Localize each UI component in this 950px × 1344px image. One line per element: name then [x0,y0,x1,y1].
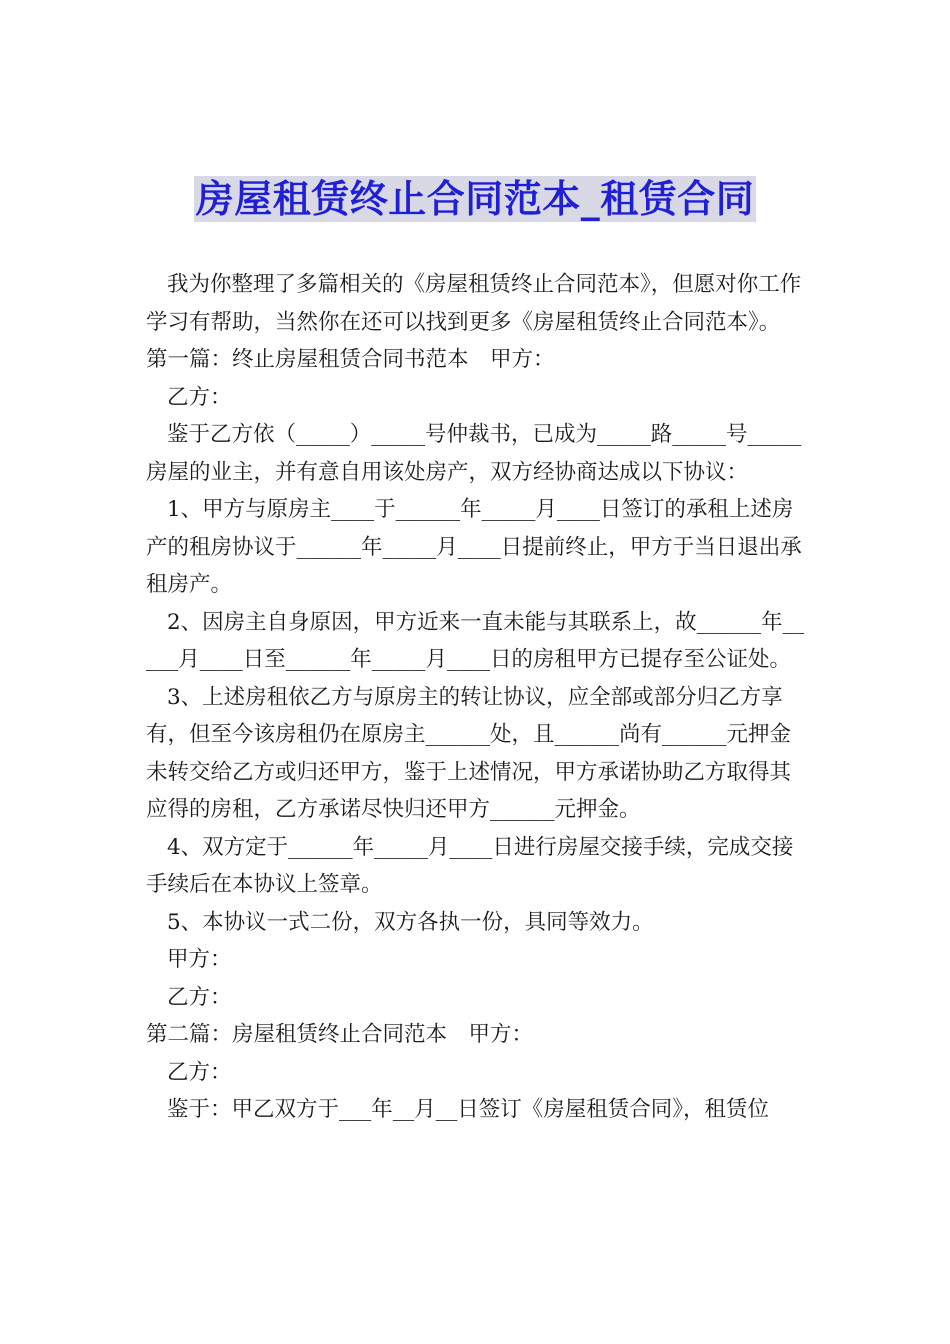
section-one-heading: 第一篇：终止房屋租赁合同书范本 甲方： [146,347,555,372]
signature-party-a: 甲方： [167,947,232,972]
document-body [146,266,810,1129]
document-title: 房屋租赁终止合同范本_租赁合同 [195,177,755,221]
section-two-whereas: 鉴于：甲乙双方于___年__月__日签订《房屋租赁合同》，租赁位 [167,1097,770,1122]
signature-party-b: 乙方： [167,984,232,1010]
whereas-paragraph: 鉴于乙方依（_____）_____号仲裁书，已成为_____路_____号_____房屋的业主，并有意自用该处房产，双方经协商达成以下协议： [146,422,802,485]
section-two-party-b: 乙方： [167,1059,232,1085]
party-b-line: 乙方： [167,384,232,410]
clause-4: 4、双方定于______年_____月____日进行房屋交接手续，完成交接手续后在本协议上签章。 [146,834,794,897]
title-wrap [0,176,950,222]
clause-3: 3、上述房租依乙方与原房主的转让协议，应全部或部分归乙方享有，但至今该房租仍在原房主______处，且______尚有______元押金未转交给乙方或归还甲方，鉴于上述情况，甲方承诺协助乙方取得其应得的房租，乙方承诺尽快归还甲方______元押金。 [146,684,792,822]
intro-paragraph: 我为你整理了多篇相关的《房屋租赁终止合同范本》，但愿对你工作学习有帮助，当然你在还可以找到更多《房屋租赁终止合同范本》。 [146,272,802,335]
section-two-heading: 第二篇：房屋租赁终止合同范本 甲方： [146,1022,534,1047]
clause-2: 2、因房主自身原因，甲方近来一直未能与其联系上，故______年_____月____日至______年_____月____日的房租甲方已提存至公证处。 [146,609,805,672]
clause-5: 5、本协议一式二份，双方各执一份，具同等效力。 [167,909,654,935]
clause-1: 1、甲方与原房主____于______年_____月____日签订的承租上述房产的租房协议于______年_____月____日提前终止，甲方于当日退出承租房产。 [146,497,802,597]
